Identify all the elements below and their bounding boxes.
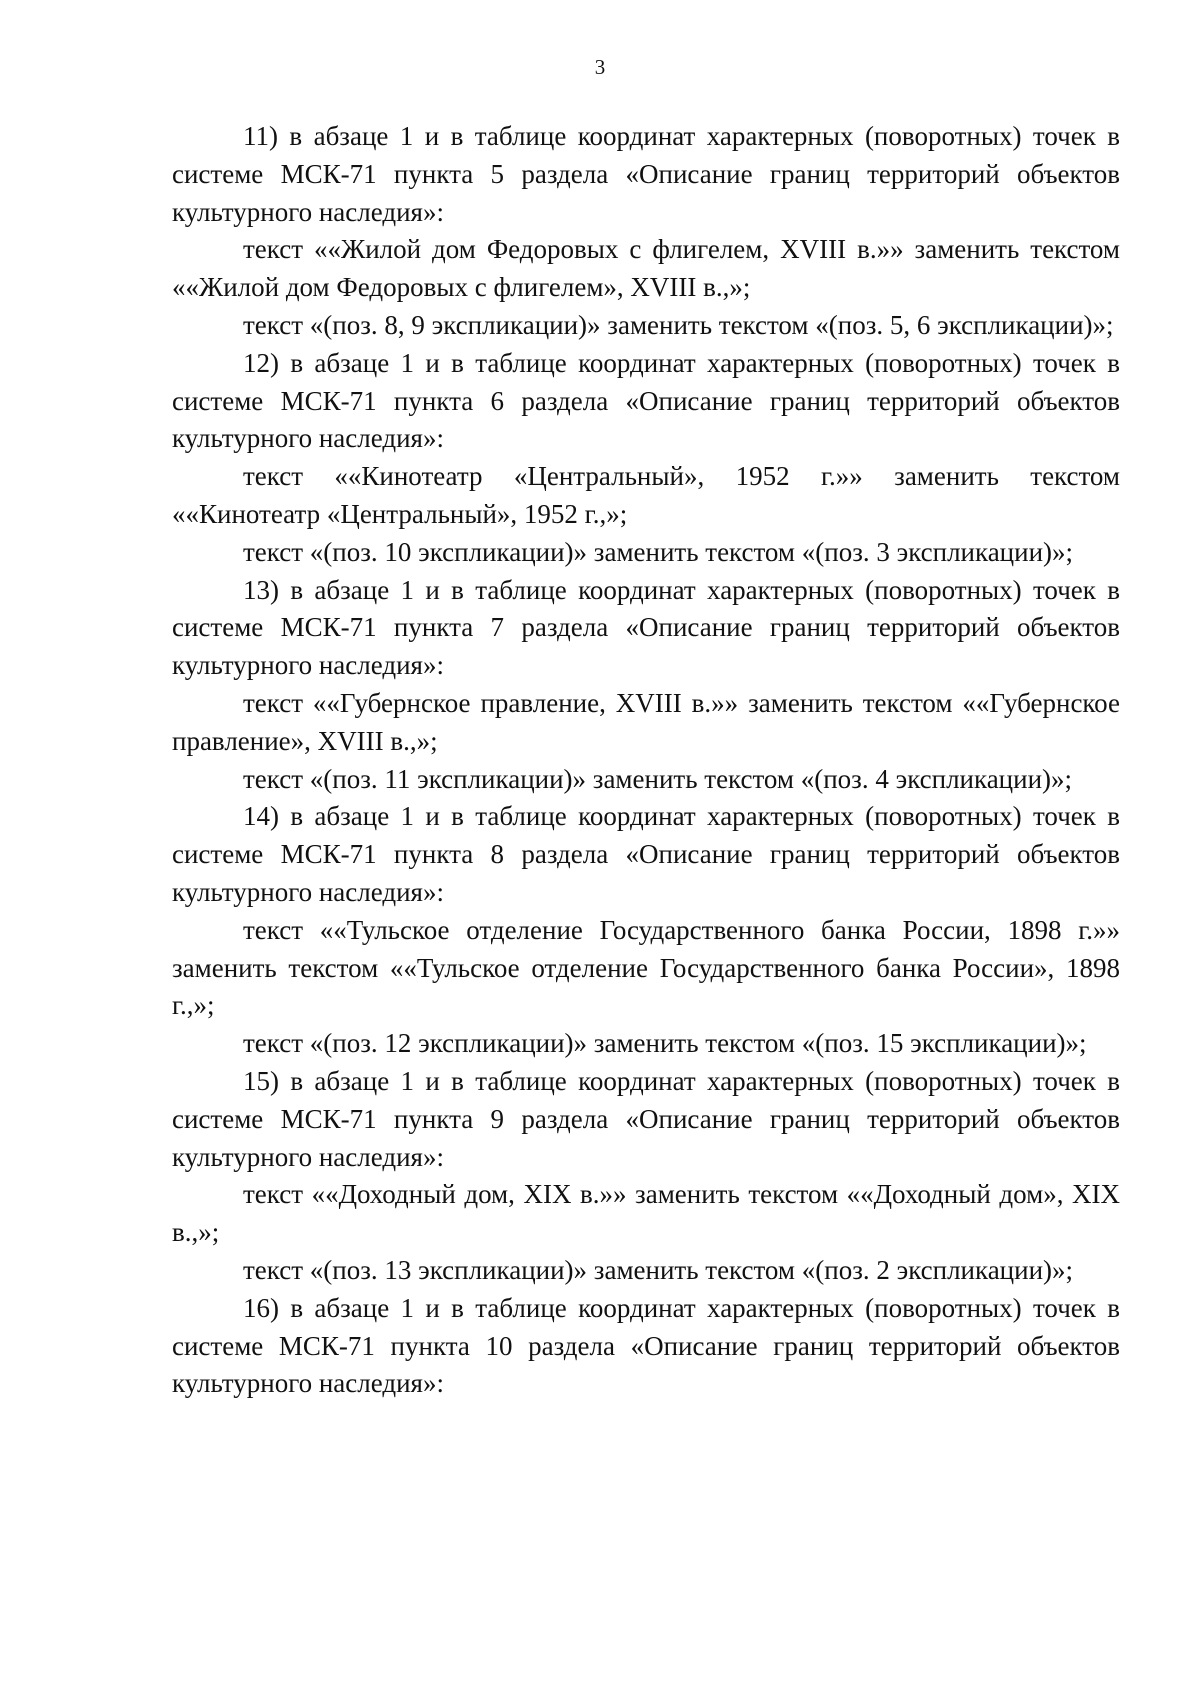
paragraph-item-11: 11) в абзаце 1 и в таблице координат характерных (поворотных) точек в системе МСК-71 пункта 5 раздела «Описание границ территорий объектов культурного наследия»: <box>172 121 1120 227</box>
paragraph-replace-position: текст «(поз. 11 экспликации)» заменить текстом «(поз. 4 экспликации)»; <box>243 763 1073 794</box>
paragraph-replace-position: текст «(поз. 12 экспликации)» заменить текстом «(поз. 15 экспликации)»; <box>243 1028 1087 1059</box>
paragraph-item-15: 15) в абзаце 1 и в таблице координат характерных (поворотных) точек в системе МСК-71 пункта 9 раздела «Описание границ территорий объектов культурного наследия»: <box>172 1065 1120 1172</box>
paragraph-replace-position: текст «(поз. 10 экспликации)» заменить текстом «(поз. 3 экспликации)»; <box>243 536 1074 567</box>
paragraph-replace-text: текст ««Кинотеатр «Центральный», 1952 г.»» заменить текстом ««Кинотеатр «Центральный», 1952 г.,»; <box>172 461 1120 529</box>
paragraph-item-14: 14) в абзаце 1 и в таблице координат характерных (поворотных) точек в системе МСК-71 пункта 8 раздела «Описание границ территорий объектов культурного наследия»: <box>172 801 1120 907</box>
paragraph-replace-text: текст ««Губернское правление, XVIII в.»» заменить текстом ««Губернское правление», XVIII в.,»; <box>172 687 1120 756</box>
paragraph-replace-position: текст «(поз. 13 экспликации)» заменить текстом «(поз. 2 экспликации)»; <box>243 1254 1074 1285</box>
paragraph-item-16: 16) в абзаце 1 и в таблице координат характерных (поворотных) точек в системе МСК-71 пункта 10 раздела «Описание границ территорий объектов культурного наследия»: <box>172 1292 1120 1399</box>
document-body <box>172 118 1120 1403</box>
paragraph-item-13: 13) в абзаце 1 и в таблице координат характерных (поворотных) точек в системе МСК-71 пункта 7 раздела «Описание границ территорий объектов культурного наследия»: <box>172 574 1120 681</box>
paragraph-replace-text: текст ««Жилой дом Федоровых с флигелем, XVIII в.»» заменить текстом ««Жилой дом Федоровых с флигелем», XVIII в.,»; <box>172 234 1120 303</box>
paragraph-replace-position: текст «(поз. 8, 9 экспликации)» заменить текстом «(поз. 5, 6 экспликации)»; <box>243 309 1114 340</box>
page-number: 3 <box>594 55 606 79</box>
paragraph-replace-text: текст ««Тульское отделение Государственного банка России, 1898 г.»» заменить текстом ««Тульское отделение Государственного банка России», 1898 г.,»; <box>172 914 1120 1021</box>
paragraph-replace-text: текст ««Доходный дом, XIX в.»» заменить текстом ««Доходный дом», XIX в.,»; <box>172 1179 1120 1248</box>
paragraph-item-12: 12) в абзаце 1 и в таблице координат характерных (поворотных) точек в системе МСК-71 пункта 6 раздела «Описание границ территорий объектов культурного наследия»: <box>172 347 1120 454</box>
